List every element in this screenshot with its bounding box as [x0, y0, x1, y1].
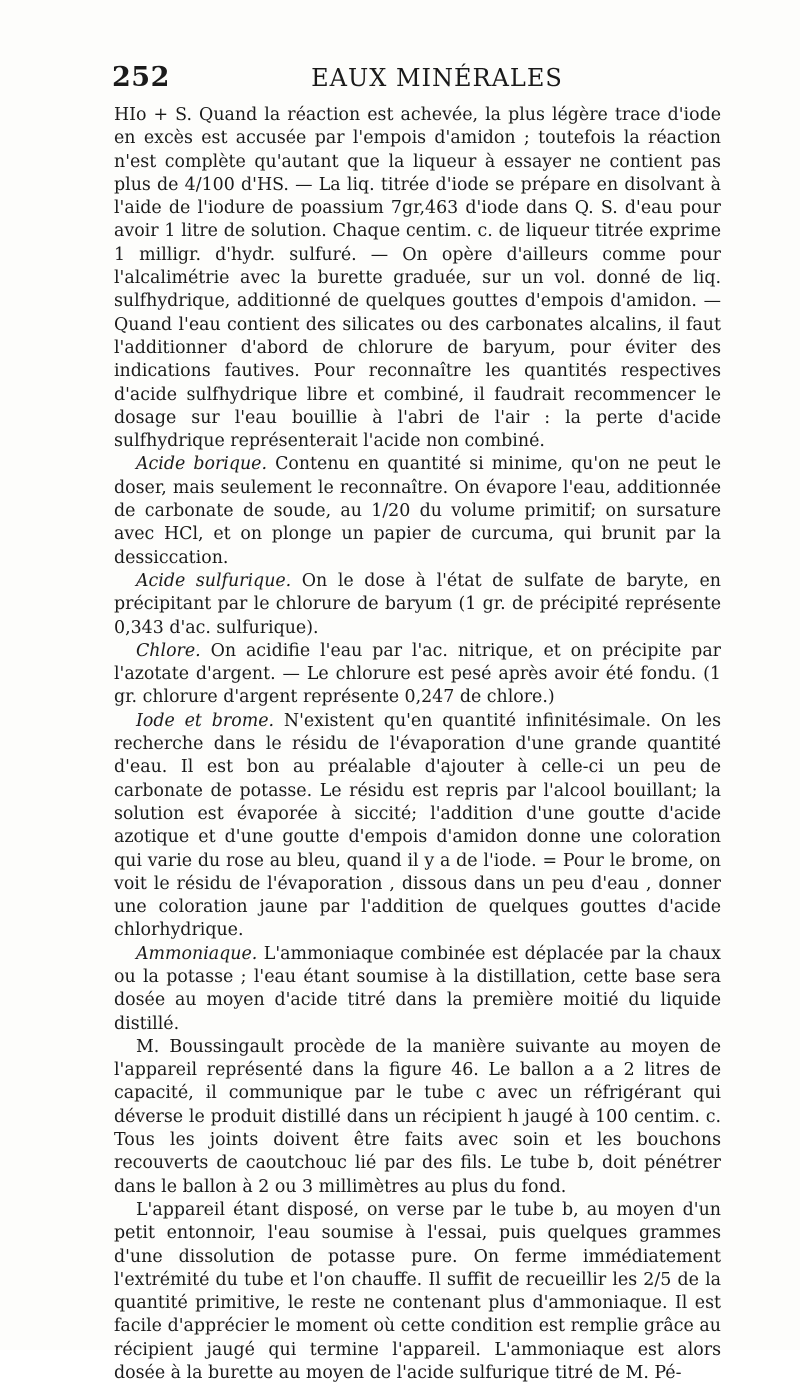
paragraph-text: On acidifie l'eau par l'ac. nitrique, et on précipite par l'azotate d'argent. — Le chlorure est pesé après avoir été fondu. (1 gr. chlorure d'argent représente 0,247 de chlore.)	[114, 640, 721, 708]
paragraph-lead: Ammoniaque.	[136, 943, 258, 964]
paragraph-ammonia	[114, 943, 721, 1036]
paragraph-text: HIo + S. Quand la réaction est achevée, la plus légère trace d'iode en excès est accusée par l'empois d'amidon ; toutefois la réaction n'est complète qu'autant que la liqueur à essayer ne contient pas plus de 4/100 d'HS. — La liq. titrée d'iode se prépare en disolvant à l'aide de l'iodure de poassium 7gr,463 d'iode dans Q. S. d'eau pour avoir 1 litre de solution. Chaque centim. c. de liqueur titrée exprime 1 milligr. d'hydr. sulfuré. — On opère d'ailleurs comme pour l'alcalimétrie avec la burette graduée, sur un vol. donné de liq. sulfhydrique, additionné de quelques gouttes d'empois d'amidon. — Quand l'eau contient des silicates ou des carbonates alcalins, il faut l'additionner d'abord de chlorure de baryum, pour éviter des indications fautives. Pour reconnaître les quantités respectives d'acide sulfhydrique libre et combiné, il faudrait recommencer le dosage sur l'eau bouillie à l'abri de l'air : la perte d'acide sulfhydrique représenterait l'acide non combiné.	[114, 105, 721, 452]
paragraph-lead: Acide borique.	[136, 454, 267, 475]
page-number: 252	[112, 62, 170, 93]
paragraph-text: Contenu en quantité si minime, qu'on ne peut le doser, mais seulement le reconnaître. On évapore l'eau, additionnée de carbonate de soude, au 1/20 du volume primitif; on sursature avec HCl, et on plonge un papier de curcuma, qui brunit par la dessiccation.	[114, 454, 721, 568]
paragraph-sulfuric-acid	[114, 570, 721, 640]
paragraph-lead: Iode et brome.	[136, 710, 275, 731]
paragraph-procedure	[114, 1199, 721, 1385]
page-header	[112, 62, 724, 102]
body-text	[114, 104, 721, 1385]
paragraph-lead: Acide sulfurique.	[136, 570, 292, 591]
paragraph-text: M. Boussingault procède de la manière suivante au moyen de l'appareil représenté dans la figure 46. Le ballon a a 2 litres de capacité, il communique par le tube c avec un réfrigérant qui déverse le produit distillé dans un récipient h jaugé à 100 centim. c. Tous les joints doivent être faits avec soin et les bouchons recouverts de caoutchouc lié par des fils. Le tube b, doit pénétrer dans le ballon à 2 ou 3 millimètres au plus du fond.	[114, 1036, 721, 1197]
paragraph-text: On le dose à l'état de sulfate de baryte, en précipitant par le chlorure de baryum (1 gr. de précipité représente 0,343 d'ac. sulfurique).	[114, 570, 721, 638]
paragraph-text: L'ammoniaque combinée est déplacée par la chaux ou la potasse ; l'eau étant soumise à la distillation, cette base sera dosée au moyen d'acide titré dans la première moitié du liquide distillé.	[114, 943, 721, 1034]
paragraph-text: N'existent qu'en quantité infinitésimale. On les recherche dans le résidu de l'évaporation d'une grande quantité d'eau. Il est bon au préalable d'ajouter à celle-ci un peu de carbonate de potasse. Le résidu est repris par l'alcool bouillant; la solution est évaporée à siccité; l'addition d'une goutte d'acide azotique et d'une goutte d'empois d'amidon donne une coloration qui varie du rose au bleu, quand il y a de l'iode. = Pour le brome, on voit le résidu de l'évaporation , dissous dans un peu d'eau , donner une coloration jaune par l'addition de quelques gouttes d'acide chlorhydrique.	[114, 710, 721, 941]
running-title: EAUX MINÉRALES	[311, 64, 563, 92]
paragraph-lead: Chlore.	[136, 640, 201, 661]
paragraph-chlorine	[114, 640, 721, 710]
paragraph-iodine-bromine	[114, 710, 721, 943]
paragraph-boussingault-apparatus	[114, 1036, 721, 1199]
paragraph-boric-acid	[114, 453, 721, 569]
paragraph-text: L'appareil étant disposé, on verse par le tube b, au moyen d'un petit entonnoir, l'eau soumise à l'essai, puis quelques grammes d'une dissolution de potasse pure. On ferme immédiatement l'extrémité du tube et l'on chauffe. Il suffit de recueillir les 2/5 de la quantité primitive, le reste ne contenant plus d'ammoniaque. Il est facile d'apprécier le moment où cette condition est remplie grâce au récipient jaugé qui termine l'appareil. L'ammoniaque est alors dosée à la burette au moyen de l'acide sulfurique titré de M. Pé-	[114, 1199, 721, 1384]
paragraph-sulfhydric-method	[114, 104, 721, 453]
